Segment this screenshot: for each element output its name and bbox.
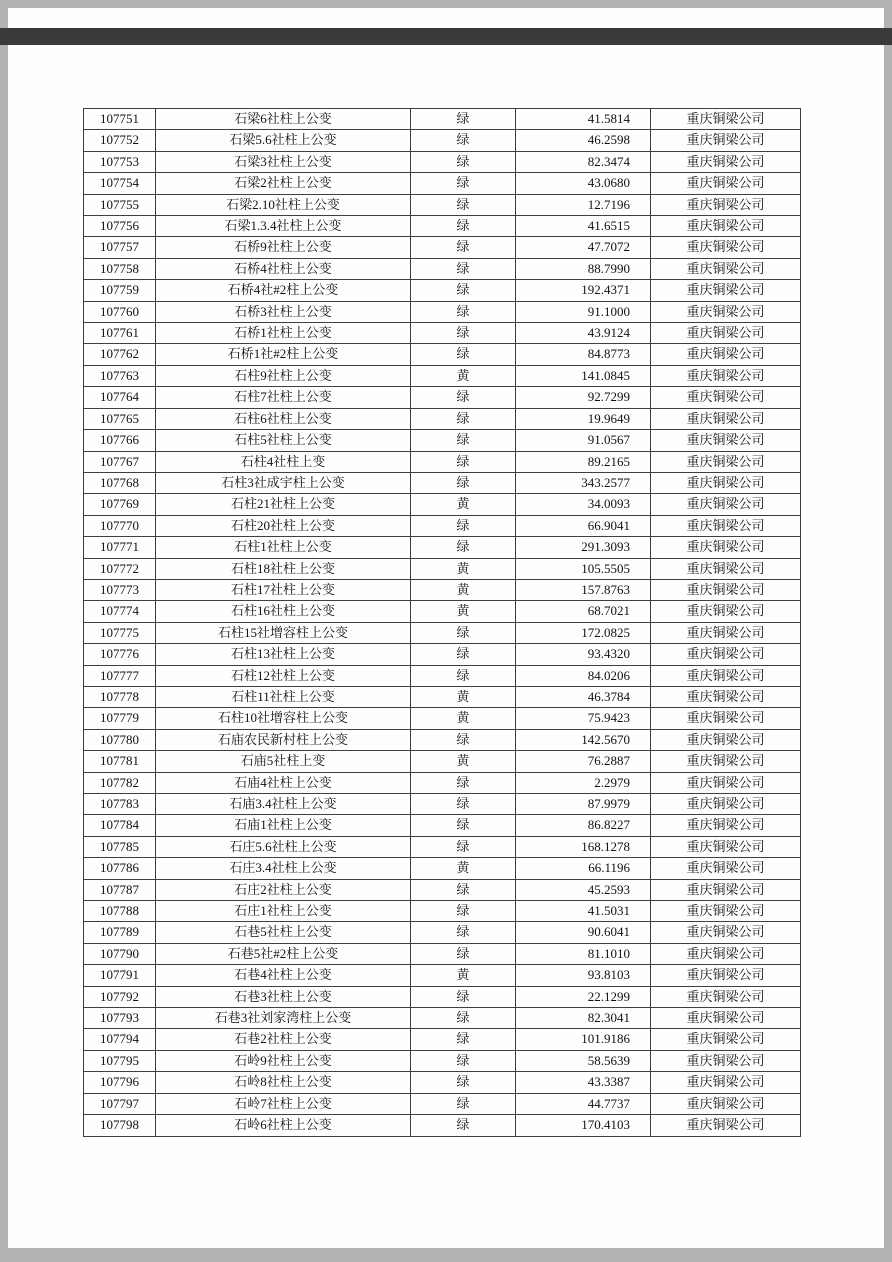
table-row bbox=[84, 601, 801, 622]
name-cell: 石柱13社柱上公变 bbox=[156, 644, 411, 665]
id-cell: 107781 bbox=[84, 751, 156, 772]
status-cell: 绿 bbox=[411, 216, 516, 237]
table-row bbox=[84, 237, 801, 258]
id-cell: 107774 bbox=[84, 601, 156, 622]
company-cell: 重庆铜梁公司 bbox=[651, 109, 801, 130]
id-cell: 107768 bbox=[84, 472, 156, 493]
company-cell: 重庆铜梁公司 bbox=[651, 644, 801, 665]
value-cell: 47.7072 bbox=[516, 237, 651, 258]
id-cell: 107764 bbox=[84, 387, 156, 408]
name-cell: 石庙4社柱上公变 bbox=[156, 772, 411, 793]
value-cell: 45.2593 bbox=[516, 879, 651, 900]
value-cell: 76.2887 bbox=[516, 751, 651, 772]
status-cell: 绿 bbox=[411, 430, 516, 451]
id-cell: 107754 bbox=[84, 173, 156, 194]
table-row bbox=[84, 751, 801, 772]
name-cell: 石庙3.4社柱上公变 bbox=[156, 794, 411, 815]
id-cell: 107797 bbox=[84, 1093, 156, 1114]
name-cell: 石梁3社柱上公变 bbox=[156, 151, 411, 172]
company-cell: 重庆铜梁公司 bbox=[651, 729, 801, 750]
table-row bbox=[84, 1008, 801, 1029]
id-cell: 107776 bbox=[84, 644, 156, 665]
table-row bbox=[84, 258, 801, 279]
value-cell: 89.2165 bbox=[516, 451, 651, 472]
id-cell: 107790 bbox=[84, 943, 156, 964]
value-cell: 87.9979 bbox=[516, 794, 651, 815]
table-row bbox=[84, 365, 801, 386]
id-cell: 107791 bbox=[84, 965, 156, 986]
name-cell: 石柱5社柱上公变 bbox=[156, 430, 411, 451]
table-row bbox=[84, 1072, 801, 1093]
value-cell: 44.7737 bbox=[516, 1093, 651, 1114]
table-row bbox=[84, 472, 801, 493]
name-cell: 石柱15社增容柱上公变 bbox=[156, 622, 411, 643]
value-cell: 84.8773 bbox=[516, 344, 651, 365]
name-cell: 石梁2.10社柱上公变 bbox=[156, 194, 411, 215]
table-row bbox=[84, 130, 801, 151]
name-cell: 石梁2社柱上公变 bbox=[156, 173, 411, 194]
id-cell: 107765 bbox=[84, 408, 156, 429]
name-cell: 石柱3社成宇柱上公变 bbox=[156, 472, 411, 493]
table-row bbox=[84, 986, 801, 1007]
id-cell: 107763 bbox=[84, 365, 156, 386]
status-cell: 绿 bbox=[411, 301, 516, 322]
status-cell: 绿 bbox=[411, 537, 516, 558]
company-cell: 重庆铜梁公司 bbox=[651, 922, 801, 943]
status-cell: 绿 bbox=[411, 130, 516, 151]
table-row bbox=[84, 943, 801, 964]
company-cell: 重庆铜梁公司 bbox=[651, 537, 801, 558]
name-cell: 石梁6社柱上公变 bbox=[156, 109, 411, 130]
status-cell: 绿 bbox=[411, 515, 516, 536]
company-cell: 重庆铜梁公司 bbox=[651, 686, 801, 707]
value-cell: 41.6515 bbox=[516, 216, 651, 237]
table-row bbox=[84, 665, 801, 686]
status-cell: 黄 bbox=[411, 579, 516, 600]
id-cell: 107753 bbox=[84, 151, 156, 172]
name-cell: 石柱6社柱上公变 bbox=[156, 408, 411, 429]
value-cell: 82.3041 bbox=[516, 1008, 651, 1029]
value-cell: 105.5505 bbox=[516, 558, 651, 579]
name-cell: 石柱18社柱上公变 bbox=[156, 558, 411, 579]
status-cell: 黄 bbox=[411, 558, 516, 579]
value-cell: 93.4320 bbox=[516, 644, 651, 665]
name-cell: 石庙1社柱上公变 bbox=[156, 815, 411, 836]
id-cell: 107771 bbox=[84, 537, 156, 558]
table-row bbox=[84, 836, 801, 857]
id-cell: 107779 bbox=[84, 708, 156, 729]
name-cell: 石柱20社柱上公变 bbox=[156, 515, 411, 536]
id-cell: 107798 bbox=[84, 1115, 156, 1136]
name-cell: 石柱12社柱上公变 bbox=[156, 665, 411, 686]
status-cell: 绿 bbox=[411, 387, 516, 408]
table-row bbox=[84, 1093, 801, 1114]
name-cell: 石柱4社柱上变 bbox=[156, 451, 411, 472]
status-cell: 绿 bbox=[411, 1008, 516, 1029]
id-cell: 107792 bbox=[84, 986, 156, 1007]
status-cell: 黄 bbox=[411, 965, 516, 986]
value-cell: 84.0206 bbox=[516, 665, 651, 686]
value-cell: 142.5670 bbox=[516, 729, 651, 750]
name-cell: 石庄1社柱上公变 bbox=[156, 901, 411, 922]
table-row bbox=[84, 173, 801, 194]
value-cell: 91.0567 bbox=[516, 430, 651, 451]
document-page bbox=[8, 8, 884, 1248]
name-cell: 石柱10社增容柱上公变 bbox=[156, 708, 411, 729]
value-cell: 82.3474 bbox=[516, 151, 651, 172]
name-cell: 石柱21社柱上公变 bbox=[156, 494, 411, 515]
status-cell: 绿 bbox=[411, 451, 516, 472]
status-cell: 黄 bbox=[411, 686, 516, 707]
status-cell: 绿 bbox=[411, 1115, 516, 1136]
table-row bbox=[84, 922, 801, 943]
name-cell: 石柱17社柱上公变 bbox=[156, 579, 411, 600]
value-cell: 75.9423 bbox=[516, 708, 651, 729]
table-row bbox=[84, 965, 801, 986]
name-cell: 石柱16社柱上公变 bbox=[156, 601, 411, 622]
status-cell: 黄 bbox=[411, 751, 516, 772]
status-cell: 绿 bbox=[411, 408, 516, 429]
name-cell: 石岭6社柱上公变 bbox=[156, 1115, 411, 1136]
company-cell: 重庆铜梁公司 bbox=[651, 965, 801, 986]
company-cell: 重庆铜梁公司 bbox=[651, 1029, 801, 1050]
id-cell: 107793 bbox=[84, 1008, 156, 1029]
id-cell: 107794 bbox=[84, 1029, 156, 1050]
value-cell: 66.1196 bbox=[516, 858, 651, 879]
value-cell: 41.5031 bbox=[516, 901, 651, 922]
name-cell: 石巷4社柱上公变 bbox=[156, 965, 411, 986]
status-cell: 绿 bbox=[411, 986, 516, 1007]
name-cell: 石巷5社#2柱上公变 bbox=[156, 943, 411, 964]
company-cell: 重庆铜梁公司 bbox=[651, 258, 801, 279]
name-cell: 石岭9社柱上公变 bbox=[156, 1050, 411, 1071]
name-cell: 石桥4社#2柱上公变 bbox=[156, 280, 411, 301]
name-cell: 石庄2社柱上公变 bbox=[156, 879, 411, 900]
company-cell: 重庆铜梁公司 bbox=[651, 1072, 801, 1093]
id-cell: 107789 bbox=[84, 922, 156, 943]
value-cell: 46.2598 bbox=[516, 130, 651, 151]
table-row bbox=[84, 494, 801, 515]
table-row bbox=[84, 1050, 801, 1071]
id-cell: 107761 bbox=[84, 323, 156, 344]
value-cell: 46.3784 bbox=[516, 686, 651, 707]
status-cell: 绿 bbox=[411, 323, 516, 344]
id-cell: 107760 bbox=[84, 301, 156, 322]
value-cell: 88.7990 bbox=[516, 258, 651, 279]
name-cell: 石庄3.4社柱上公变 bbox=[156, 858, 411, 879]
name-cell: 石柱1社柱上公变 bbox=[156, 537, 411, 558]
id-cell: 107773 bbox=[84, 579, 156, 600]
name-cell: 石庙农民新村柱上公变 bbox=[156, 729, 411, 750]
id-cell: 107782 bbox=[84, 772, 156, 793]
status-cell: 绿 bbox=[411, 109, 516, 130]
table-row bbox=[84, 408, 801, 429]
table-row bbox=[84, 708, 801, 729]
table-row bbox=[84, 772, 801, 793]
status-cell: 绿 bbox=[411, 344, 516, 365]
value-cell: 34.0093 bbox=[516, 494, 651, 515]
company-cell: 重庆铜梁公司 bbox=[651, 1115, 801, 1136]
value-cell: 101.9186 bbox=[516, 1029, 651, 1050]
value-cell: 172.0825 bbox=[516, 622, 651, 643]
value-cell: 141.0845 bbox=[516, 365, 651, 386]
value-cell: 43.0680 bbox=[516, 173, 651, 194]
company-cell: 重庆铜梁公司 bbox=[651, 1008, 801, 1029]
company-cell: 重庆铜梁公司 bbox=[651, 601, 801, 622]
value-cell: 12.7196 bbox=[516, 194, 651, 215]
table-row bbox=[84, 515, 801, 536]
company-cell: 重庆铜梁公司 bbox=[651, 194, 801, 215]
id-cell: 107766 bbox=[84, 430, 156, 451]
id-cell: 107772 bbox=[84, 558, 156, 579]
table-row bbox=[84, 815, 801, 836]
id-cell: 107796 bbox=[84, 1072, 156, 1093]
table-row bbox=[84, 879, 801, 900]
table-row bbox=[84, 644, 801, 665]
id-cell: 107788 bbox=[84, 901, 156, 922]
company-cell: 重庆铜梁公司 bbox=[651, 879, 801, 900]
status-cell: 绿 bbox=[411, 879, 516, 900]
value-cell: 66.9041 bbox=[516, 515, 651, 536]
company-cell: 重庆铜梁公司 bbox=[651, 1050, 801, 1071]
company-cell: 重庆铜梁公司 bbox=[651, 301, 801, 322]
company-cell: 重庆铜梁公司 bbox=[651, 986, 801, 1007]
name-cell: 石庄5.6社柱上公变 bbox=[156, 836, 411, 857]
transformer-table bbox=[83, 108, 801, 1137]
id-cell: 107778 bbox=[84, 686, 156, 707]
company-cell: 重庆铜梁公司 bbox=[651, 344, 801, 365]
id-cell: 107795 bbox=[84, 1050, 156, 1071]
name-cell: 石桥1社#2柱上公变 bbox=[156, 344, 411, 365]
table-row bbox=[84, 344, 801, 365]
company-cell: 重庆铜梁公司 bbox=[651, 901, 801, 922]
name-cell: 石庙5社柱上变 bbox=[156, 751, 411, 772]
status-cell: 绿 bbox=[411, 280, 516, 301]
status-cell: 绿 bbox=[411, 943, 516, 964]
company-cell: 重庆铜梁公司 bbox=[651, 665, 801, 686]
status-cell: 绿 bbox=[411, 258, 516, 279]
table-row bbox=[84, 280, 801, 301]
id-cell: 107762 bbox=[84, 344, 156, 365]
id-cell: 107758 bbox=[84, 258, 156, 279]
status-cell: 黄 bbox=[411, 365, 516, 386]
company-cell: 重庆铜梁公司 bbox=[651, 216, 801, 237]
value-cell: 43.9124 bbox=[516, 323, 651, 344]
table-row bbox=[84, 686, 801, 707]
name-cell: 石巷2社柱上公变 bbox=[156, 1029, 411, 1050]
id-cell: 107752 bbox=[84, 130, 156, 151]
value-cell: 92.7299 bbox=[516, 387, 651, 408]
company-cell: 重庆铜梁公司 bbox=[651, 472, 801, 493]
company-cell: 重庆铜梁公司 bbox=[651, 323, 801, 344]
company-cell: 重庆铜梁公司 bbox=[651, 130, 801, 151]
status-cell: 绿 bbox=[411, 922, 516, 943]
status-cell: 绿 bbox=[411, 151, 516, 172]
id-cell: 107785 bbox=[84, 836, 156, 857]
name-cell: 石柱7社柱上公变 bbox=[156, 387, 411, 408]
company-cell: 重庆铜梁公司 bbox=[651, 173, 801, 194]
table-row bbox=[84, 194, 801, 215]
status-cell: 黄 bbox=[411, 858, 516, 879]
id-cell: 107755 bbox=[84, 194, 156, 215]
table-row bbox=[84, 109, 801, 130]
company-cell: 重庆铜梁公司 bbox=[651, 794, 801, 815]
table-row bbox=[84, 430, 801, 451]
status-cell: 绿 bbox=[411, 729, 516, 750]
status-cell: 绿 bbox=[411, 1029, 516, 1050]
company-cell: 重庆铜梁公司 bbox=[651, 772, 801, 793]
table-row bbox=[84, 1115, 801, 1136]
value-cell: 93.8103 bbox=[516, 965, 651, 986]
table-row bbox=[84, 151, 801, 172]
id-cell: 107770 bbox=[84, 515, 156, 536]
company-cell: 重庆铜梁公司 bbox=[651, 708, 801, 729]
company-cell: 重庆铜梁公司 bbox=[651, 151, 801, 172]
value-cell: 91.1000 bbox=[516, 301, 651, 322]
company-cell: 重庆铜梁公司 bbox=[651, 1093, 801, 1114]
value-cell: 41.5814 bbox=[516, 109, 651, 130]
table-row bbox=[84, 579, 801, 600]
id-cell: 107784 bbox=[84, 815, 156, 836]
table-row bbox=[84, 216, 801, 237]
id-cell: 107775 bbox=[84, 622, 156, 643]
status-cell: 绿 bbox=[411, 665, 516, 686]
id-cell: 107787 bbox=[84, 879, 156, 900]
status-cell: 绿 bbox=[411, 901, 516, 922]
id-cell: 107757 bbox=[84, 237, 156, 258]
status-cell: 绿 bbox=[411, 1050, 516, 1071]
value-cell: 2.2979 bbox=[516, 772, 651, 793]
table-row bbox=[84, 537, 801, 558]
id-cell: 107783 bbox=[84, 794, 156, 815]
status-cell: 绿 bbox=[411, 836, 516, 857]
id-cell: 107759 bbox=[84, 280, 156, 301]
value-cell: 43.3387 bbox=[516, 1072, 651, 1093]
company-cell: 重庆铜梁公司 bbox=[651, 387, 801, 408]
table-row bbox=[84, 858, 801, 879]
table-body bbox=[84, 109, 801, 1137]
status-cell: 绿 bbox=[411, 644, 516, 665]
name-cell: 石桥9社柱上公变 bbox=[156, 237, 411, 258]
table-row bbox=[84, 794, 801, 815]
company-cell: 重庆铜梁公司 bbox=[651, 365, 801, 386]
company-cell: 重庆铜梁公司 bbox=[651, 622, 801, 643]
value-cell: 192.4371 bbox=[516, 280, 651, 301]
company-cell: 重庆铜梁公司 bbox=[651, 515, 801, 536]
value-cell: 86.8227 bbox=[516, 815, 651, 836]
table-row bbox=[84, 451, 801, 472]
company-cell: 重庆铜梁公司 bbox=[651, 237, 801, 258]
company-cell: 重庆铜梁公司 bbox=[651, 430, 801, 451]
company-cell: 重庆铜梁公司 bbox=[651, 408, 801, 429]
id-cell: 107780 bbox=[84, 729, 156, 750]
status-cell: 黄 bbox=[411, 494, 516, 515]
table-row bbox=[84, 729, 801, 750]
name-cell: 石巷3社柱上公变 bbox=[156, 986, 411, 1007]
value-cell: 68.7021 bbox=[516, 601, 651, 622]
id-cell: 107769 bbox=[84, 494, 156, 515]
table-row bbox=[84, 301, 801, 322]
id-cell: 107786 bbox=[84, 858, 156, 879]
table-row bbox=[84, 558, 801, 579]
table-row bbox=[84, 323, 801, 344]
status-cell: 绿 bbox=[411, 194, 516, 215]
name-cell: 石桥1社柱上公变 bbox=[156, 323, 411, 344]
company-cell: 重庆铜梁公司 bbox=[651, 858, 801, 879]
id-cell: 107777 bbox=[84, 665, 156, 686]
value-cell: 81.1010 bbox=[516, 943, 651, 964]
company-cell: 重庆铜梁公司 bbox=[651, 943, 801, 964]
status-cell: 绿 bbox=[411, 173, 516, 194]
value-cell: 168.1278 bbox=[516, 836, 651, 857]
status-cell: 绿 bbox=[411, 622, 516, 643]
company-cell: 重庆铜梁公司 bbox=[651, 558, 801, 579]
company-cell: 重庆铜梁公司 bbox=[651, 836, 801, 857]
value-cell: 90.6041 bbox=[516, 922, 651, 943]
company-cell: 重庆铜梁公司 bbox=[651, 751, 801, 772]
value-cell: 22.1299 bbox=[516, 986, 651, 1007]
name-cell: 石巷3社刘家湾柱上公变 bbox=[156, 1008, 411, 1029]
value-cell: 291.3093 bbox=[516, 537, 651, 558]
company-cell: 重庆铜梁公司 bbox=[651, 579, 801, 600]
value-cell: 58.5639 bbox=[516, 1050, 651, 1071]
name-cell: 石梁5.6社柱上公变 bbox=[156, 130, 411, 151]
name-cell: 石岭7社柱上公变 bbox=[156, 1093, 411, 1114]
table-row bbox=[84, 901, 801, 922]
status-cell: 绿 bbox=[411, 1072, 516, 1093]
top-dark-bar bbox=[0, 28, 892, 45]
table-row bbox=[84, 1029, 801, 1050]
status-cell: 绿 bbox=[411, 815, 516, 836]
value-cell: 170.4103 bbox=[516, 1115, 651, 1136]
status-cell: 绿 bbox=[411, 1093, 516, 1114]
id-cell: 107751 bbox=[84, 109, 156, 130]
status-cell: 绿 bbox=[411, 772, 516, 793]
company-cell: 重庆铜梁公司 bbox=[651, 451, 801, 472]
table-row bbox=[84, 622, 801, 643]
status-cell: 绿 bbox=[411, 794, 516, 815]
name-cell: 石巷5社柱上公变 bbox=[156, 922, 411, 943]
name-cell: 石梁1.3.4社柱上公变 bbox=[156, 216, 411, 237]
value-cell: 157.8763 bbox=[516, 579, 651, 600]
status-cell: 绿 bbox=[411, 237, 516, 258]
value-cell: 19.9649 bbox=[516, 408, 651, 429]
name-cell: 石岭8社柱上公变 bbox=[156, 1072, 411, 1093]
id-cell: 107756 bbox=[84, 216, 156, 237]
company-cell: 重庆铜梁公司 bbox=[651, 815, 801, 836]
name-cell: 石柱11社柱上公变 bbox=[156, 686, 411, 707]
value-cell: 343.2577 bbox=[516, 472, 651, 493]
status-cell: 绿 bbox=[411, 472, 516, 493]
company-cell: 重庆铜梁公司 bbox=[651, 494, 801, 515]
status-cell: 黄 bbox=[411, 601, 516, 622]
company-cell: 重庆铜梁公司 bbox=[651, 280, 801, 301]
status-cell: 黄 bbox=[411, 708, 516, 729]
name-cell: 石柱9社柱上公变 bbox=[156, 365, 411, 386]
name-cell: 石桥4社柱上公变 bbox=[156, 258, 411, 279]
name-cell: 石桥3社柱上公变 bbox=[156, 301, 411, 322]
id-cell: 107767 bbox=[84, 451, 156, 472]
table-row bbox=[84, 387, 801, 408]
